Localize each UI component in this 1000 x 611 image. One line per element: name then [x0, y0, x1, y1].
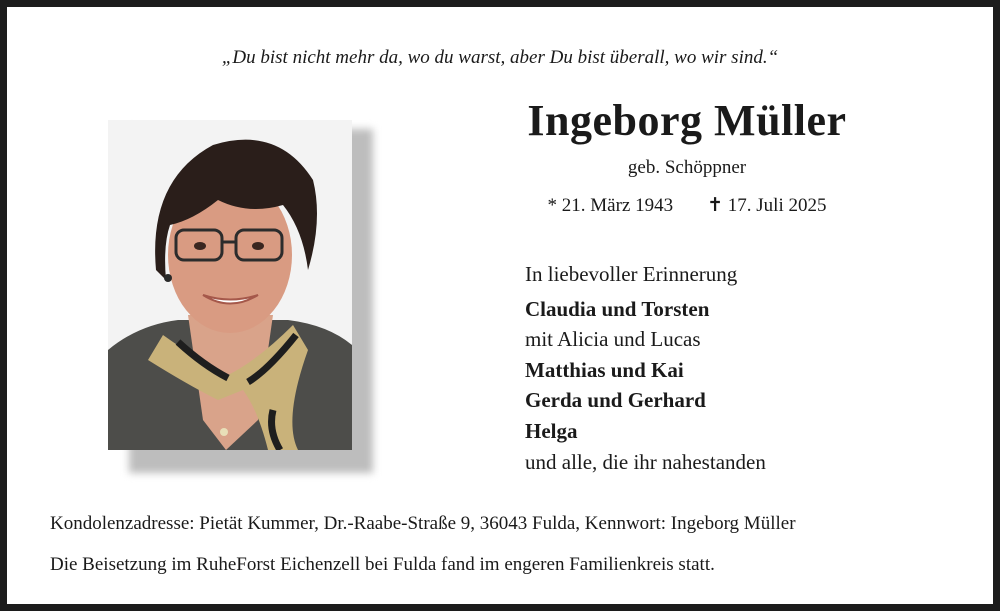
maiden-name: geb. Schöppner	[627, 157, 747, 178]
mourner-line: Claudia und Torsten	[525, 296, 710, 321]
cross-icon: ✝	[707, 195, 724, 216]
mourner-line: Gerda und Gerhard	[525, 388, 706, 413]
deceased-name: Ingeborg Müller	[527, 96, 847, 145]
mourner-line: Matthias und Kai	[525, 357, 684, 382]
portrait-photo	[108, 120, 352, 450]
mourner-line: mit Alicia und Lucas	[525, 327, 701, 352]
memorial-quote: „Du bist nicht mehr da, wo du warst, aber Du bist überall, wo wir sind.“	[221, 47, 779, 68]
burial-note: Die Beisetzung im RuheForst Eichenzell bei Fulda fand im engeren Familienkreis statt.	[50, 554, 715, 575]
mourners-list	[525, 259, 766, 477]
birth-date: * 21. März 1943	[547, 195, 674, 216]
mourner-line: Helga	[525, 418, 578, 443]
mourner-line: und alle, die ihr nahestanden	[525, 449, 766, 474]
life-dates	[447, 194, 927, 217]
death-date: 17. Juli 2025	[727, 195, 827, 216]
condolence-address: Kondolenzadresse: Pietät Kummer, Dr.-Raabe-Straße 9, 36043 Fulda, Kennwort: Ingeborg Müller	[50, 513, 796, 534]
mourners-intro: In liebevoller Erinnerung	[525, 262, 738, 286]
